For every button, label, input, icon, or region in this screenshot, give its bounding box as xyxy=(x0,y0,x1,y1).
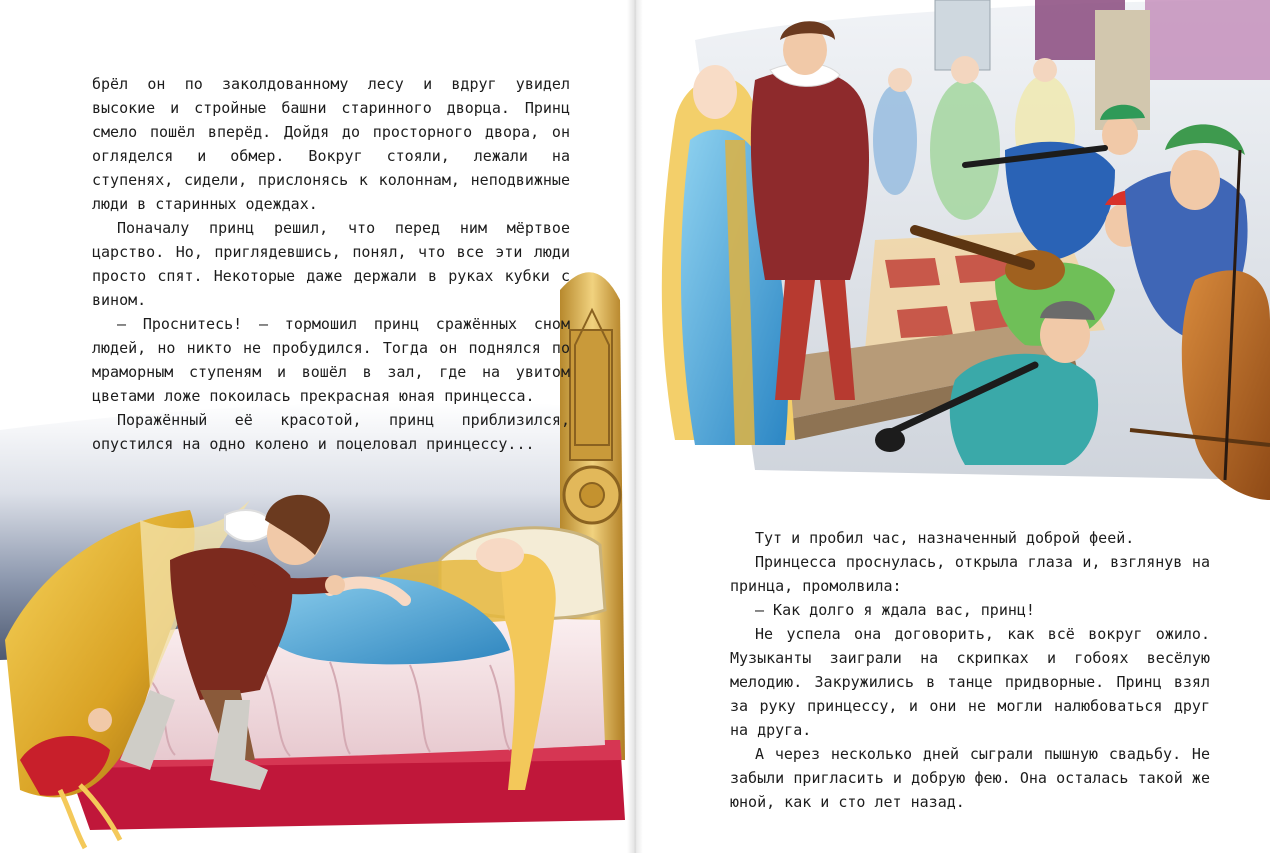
paragraph: А через несколько дней сыграли пышную свадьбу. Не забыли пригласить и добрую фею. Она осталась такой же юной, как и сто лет назад. xyxy=(730,745,1210,811)
left-page-text xyxy=(92,72,570,456)
paragraph: — Проснитесь! — тормошил принц сражённых сном людей, но никто не пробудился. Тогда он поднялся по мраморным ступеням и вошёл в зал, где на увитом цветами ложе покоилась прекрасная юная принцесса. xyxy=(92,315,570,405)
paragraph: Не успела она договорить, как всё вокруг ожило. Музыканты заиграли на скрипках и гобоях весёлую мелодию. Закружились в танце придворные. Принц взял за руку принцессу, и они не могли налюбоваться друг на друга. xyxy=(730,625,1210,739)
paragraph: Тут и пробил час, назначенный доброй феей. xyxy=(755,529,1135,547)
paragraph: Принцесса проснулась, открыла глаза и, взглянув на принца, промолвила: xyxy=(730,553,1210,595)
right-page xyxy=(635,0,1270,853)
paragraph: брёл он по заколдованному лесу и вдруг увидел высокие и стройные башни старинного дворца. Принц смело пошёл вперёд. Дойдя до просторного двора, он огляделся и обмер. Вокруг стояли, лежали на ступенях, сидели, прислонясь к колоннам, неподвижные люди в старинных одеждах. xyxy=(92,75,570,213)
paragraph: — Как долго я ждала вас, принц! xyxy=(755,601,1035,619)
paragraph: Поначалу принц решил, что перед ним мёртвое царство. Но, приглядевшись, понял, что все эти люди просто спят. Некоторые даже держали в руках кубки с вином. xyxy=(92,219,570,309)
right-page-text xyxy=(730,526,1210,814)
ballroom-musicians-illustration xyxy=(635,0,1270,520)
paragraph: Поражённый её красотой, принц приблизился, опустился на одно колено и поцеловал принцессу... xyxy=(92,411,570,453)
